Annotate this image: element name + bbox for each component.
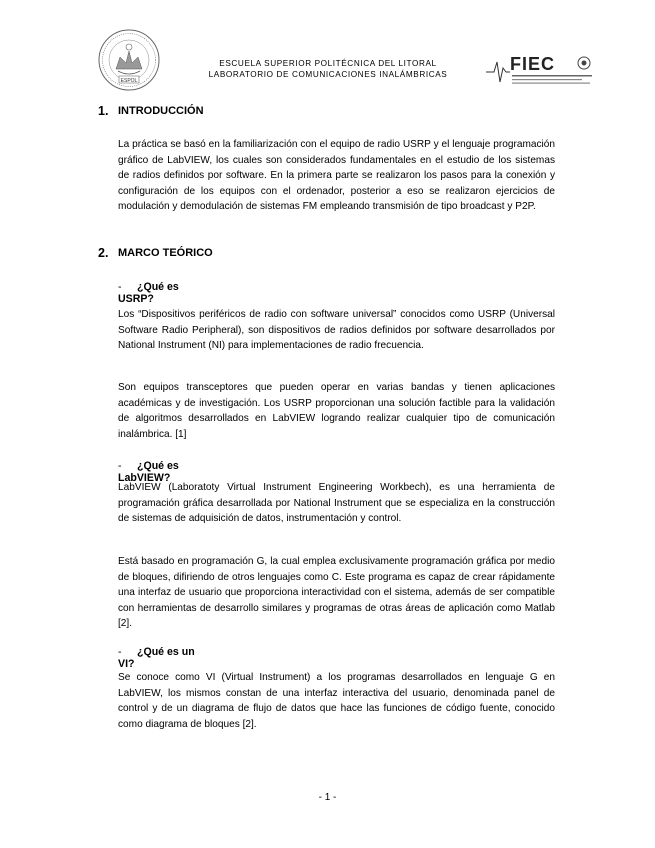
list-dash: - (118, 460, 122, 472)
list-dash: - (118, 646, 122, 658)
institution-heading (168, 58, 488, 80)
section-heading (98, 245, 213, 261)
section-title: INTRODUCCIÓN (118, 105, 204, 117)
section-marco-teorico (98, 245, 555, 730)
lab-name: LABORATORIO DE COMUNICACIONES INALÁMBRICAS (208, 70, 448, 79)
institution-name: ESCUELA SUPERIOR POLITÉCNICA DEL LITORAL (219, 59, 437, 68)
subsection-title: ¿Qué es LabVIEW? (118, 460, 179, 484)
paragraph: Los “Dispositivos periféricos de radio con software universal” conocidos como USRP (Universal Software Radio Peripheral), son dispositivos de radios definidos por software desarrollados por National Instrument (NI) para implementaciones de radio frecuencia. (118, 309, 555, 352)
section-number: 2. (98, 246, 109, 260)
espol-logo-text: ESPOL (120, 78, 138, 84)
paragraph: LabVIEW (Laboratoty Virtual Instrument Engineering Workbech), es una herramienta de programación gráfica desarrollada por National Instrument que se especializa en la construcción de sistemas de adquisición de datos, instrumentación y control. (118, 482, 555, 525)
paragraph: Son equipos transceptores que pueden operar en varias bandas y tienen aplicaciones académicas y de investigación. Los USRP proporcionan una solución factible para la validación de algoritmos desarrollados en LabVIEW logrando realizar cualquier tipo de comunicación inalámbrica. [1] (118, 382, 555, 440)
fiec-logo-text: FIEC (510, 54, 556, 74)
paragraph: Se conoce como VI (Virtual Instrument) a los programas desarrollados en lenguaje G en LabVIEW, los mismos constan de una interfaz interactiva del usuario, denominada panel de control y de un diagrama de flujo de datos que hace las funciones de código fuente, conocido como diagrama de bloques [2]. (118, 672, 555, 730)
list-dash: - (118, 281, 122, 293)
section-introduccion (98, 103, 555, 213)
section-heading (98, 103, 204, 119)
subsection-heading-vi (118, 646, 213, 670)
paragraph: Está basado en programación G, la cual emplea exclusivamente programación gráfica por medio de bloques, difiriendo de otros lenguajes como C. Este programa es capaz de crear rápidamente una interfaz de usuario que proporciona interactividad con el sistema, además de ser compatible con herramientas de desarrollo similares y programas de otras áreas de aplicación como Matlab [2]. (118, 556, 555, 630)
subsection-title: ¿Qué es un VI? (118, 646, 195, 670)
subsection-title: ¿Qué es USRP? (118, 281, 179, 305)
paragraph: La práctica se basó en la familiarización con el equipo de radio USRP y el lenguaje programación gráfico de LabVIEW, los cuales son considerados fundamentales en el estudio de los sistemas de radios definidos por software. En la primera parte se realizaron los pasos para la conexión y configuración de los equipos con el ordenador, posterior a eso se realizaron ejercicios de modulación y demodulación de sistemas FM empleando transmisión de tipo broadcast y P2P. (118, 139, 555, 213)
page-number: - 1 - (318, 792, 337, 803)
section-title: MARCO TEÓRICO (118, 247, 213, 259)
espol-seal-logo (98, 29, 160, 91)
section-number: 1. (98, 104, 109, 118)
subsection-heading-usrp (118, 281, 213, 305)
fiec-logo (486, 50, 596, 88)
page-header (0, 0, 655, 100)
